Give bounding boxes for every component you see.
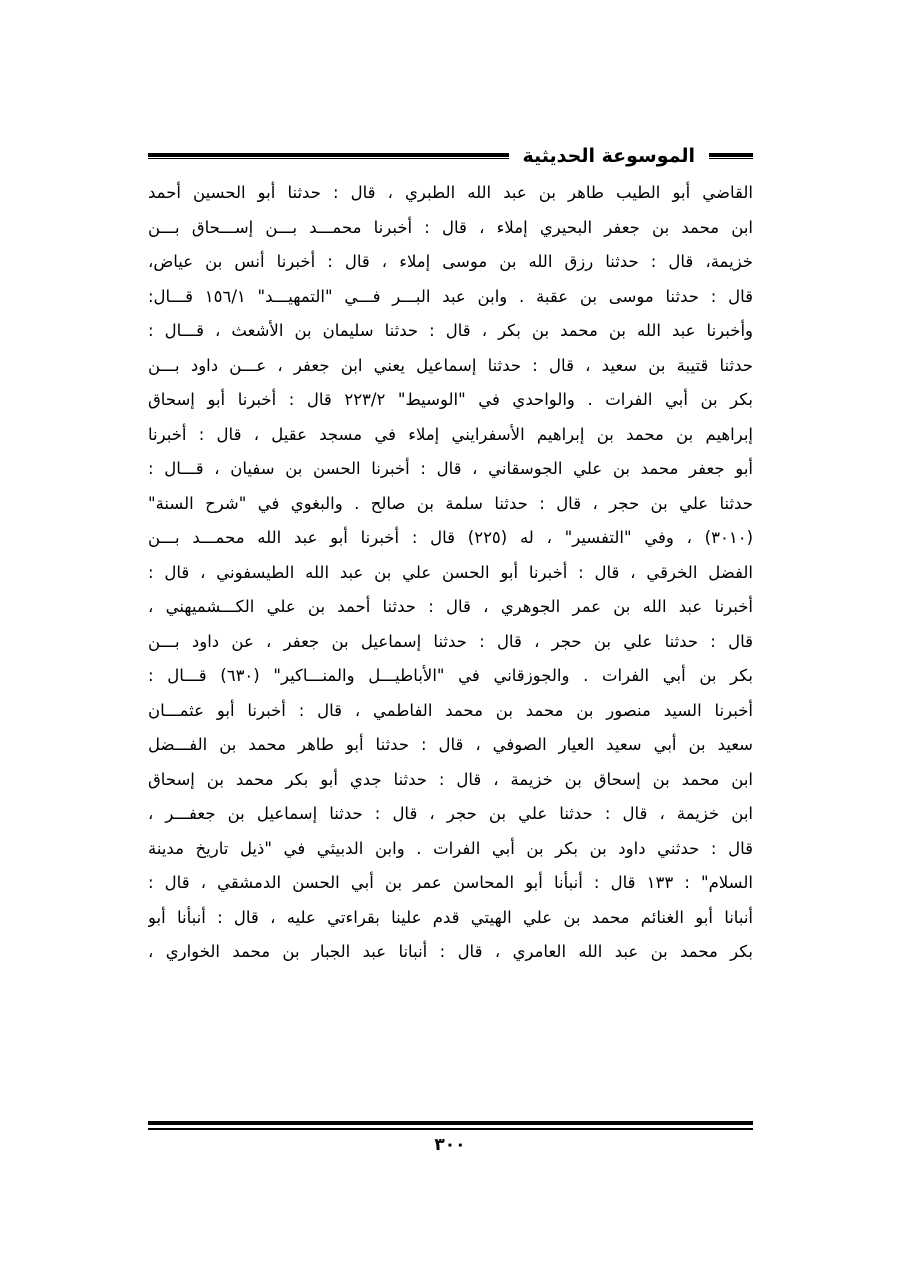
text-line: أنبانا أبو الغنائم محمد بن علي الهيتي قدم علينا بقراءتي عليه ، قال : أنبأنا أبو [148, 907, 753, 927]
text-line: خزيمة، قال : حدثنا رزق الله بن موسى إملاء ، قال : أخبرنا أنس بن عياض، [148, 252, 753, 271]
text-line: ابن محمد بن جعفر البحيري إملاء ، قال : أخبرنا محمـــد بـــن إســـحاق بـــن [148, 217, 753, 237]
text-line: بكر بن أبي الفرات . والجوزقاني في "الأباطيـــل والمنـــاكير" (٦٣٠) قـــال : [148, 666, 753, 685]
text-line: أخبرنا عبد الله بن عمر الجوهري ، قال : حدثنا أحمد بن علي الكـــشميهني ، [148, 597, 753, 616]
text-line: (٣٠١٠) ، وفي "التفسير" ، له (٢٢٥) قال : أخبرنا أبو عبد الله محمـــد بـــن [148, 528, 753, 547]
text-line: أبو جعفر محمد بن علي الجوسقاني ، قال : أخبرنا الحسن بن سفيان ، قـــال : [148, 459, 753, 478]
body-text [148, 176, 753, 970]
text-line: حدثنا علي بن حجر ، قال : حدثنا سلمة بن صالح . والبغوي في "شرح السنة" [148, 493, 753, 513]
page-number: ٣٠٠ [434, 1135, 466, 1155]
text-line: أخبرنا السيد منصور بن محمد بن محمد الفاطمي ، قال : أخبرنا أبو عثمـــان [148, 700, 753, 720]
text-line: قال : حدثنا علي بن حجر ، قال : حدثنا إسماعيل بن جعفر ، عن داود بـــن [148, 631, 753, 651]
footer-rule [148, 1121, 753, 1130]
header-rule-short [709, 153, 753, 159]
text-line: ابن محمد بن إسحاق بن خزيمة ، قال : حدثنا جدي أبو بكر محمد بن إسحاق [148, 769, 753, 789]
text-line: سعيد بن أبي سعيد العيار الصوفي ، قال : حدثنا أبو طاهر محمد بن الفـــضل [148, 735, 753, 754]
text-line: قال : حدثنا موسى بن عقبة . وابن عبد البـــر فـــي "التمهيـــد" ١٥٦/١ قـــال: [148, 286, 753, 306]
text-line: ابن خزيمة ، قال : حدثنا علي بن حجر ، قال : حدثنا إسماعيل بن جعفـــر ، [148, 804, 753, 823]
header-rule-long [148, 153, 509, 159]
text-line: الفضل الخرقي ، قال : أخبرنا أبو الحسن علي بن عبد الله الطيسفوني ، قال : [148, 562, 753, 582]
text-line: حدثنا قتيبة بن سعيد ، قال : حدثنا إسماعيل يعني ابن جعفر ، عـــن داود بـــن [148, 355, 753, 375]
text-line: السلام" : ١٣٣ قال : أنبأنا أبو المحاسن عمر بن أبي الحسن الدمشقي ، قال : [148, 873, 753, 892]
page-header [148, 141, 753, 171]
text-line: بكر بن أبي الفرات . والواحدي في "الوسيط" ٢٢٣/٢ قال : أخبرنا أبو إسحاق [148, 390, 753, 409]
text-line: القاضي أبو الطيب طاهر بن عبد الله الطبري ، قال : حدثنا أبو الحسين أحمد [148, 183, 753, 202]
header-title: الموسوعة الحديثية [522, 145, 695, 167]
text-line: بكر محمد بن عبد الله العامري ، قال : أنبانا عبد الجبار بن محمد الخواري ، [148, 942, 753, 961]
text-line: إبراهيم بن محمد بن إبراهيم الأسفرايني إملاء في مسجد عقيل ، قال : أخبرنا [148, 424, 753, 444]
text-line: وأخبرنا عبد الله بن محمد بن بكر ، قال : حدثنا سليمان بن الأشعث ، قـــال : [148, 321, 753, 340]
text-line: قال : حدثني داود بن بكر بن أبي الفرات . وابن الدبيثي في "ذيل تاريخ مدينة [148, 838, 753, 858]
